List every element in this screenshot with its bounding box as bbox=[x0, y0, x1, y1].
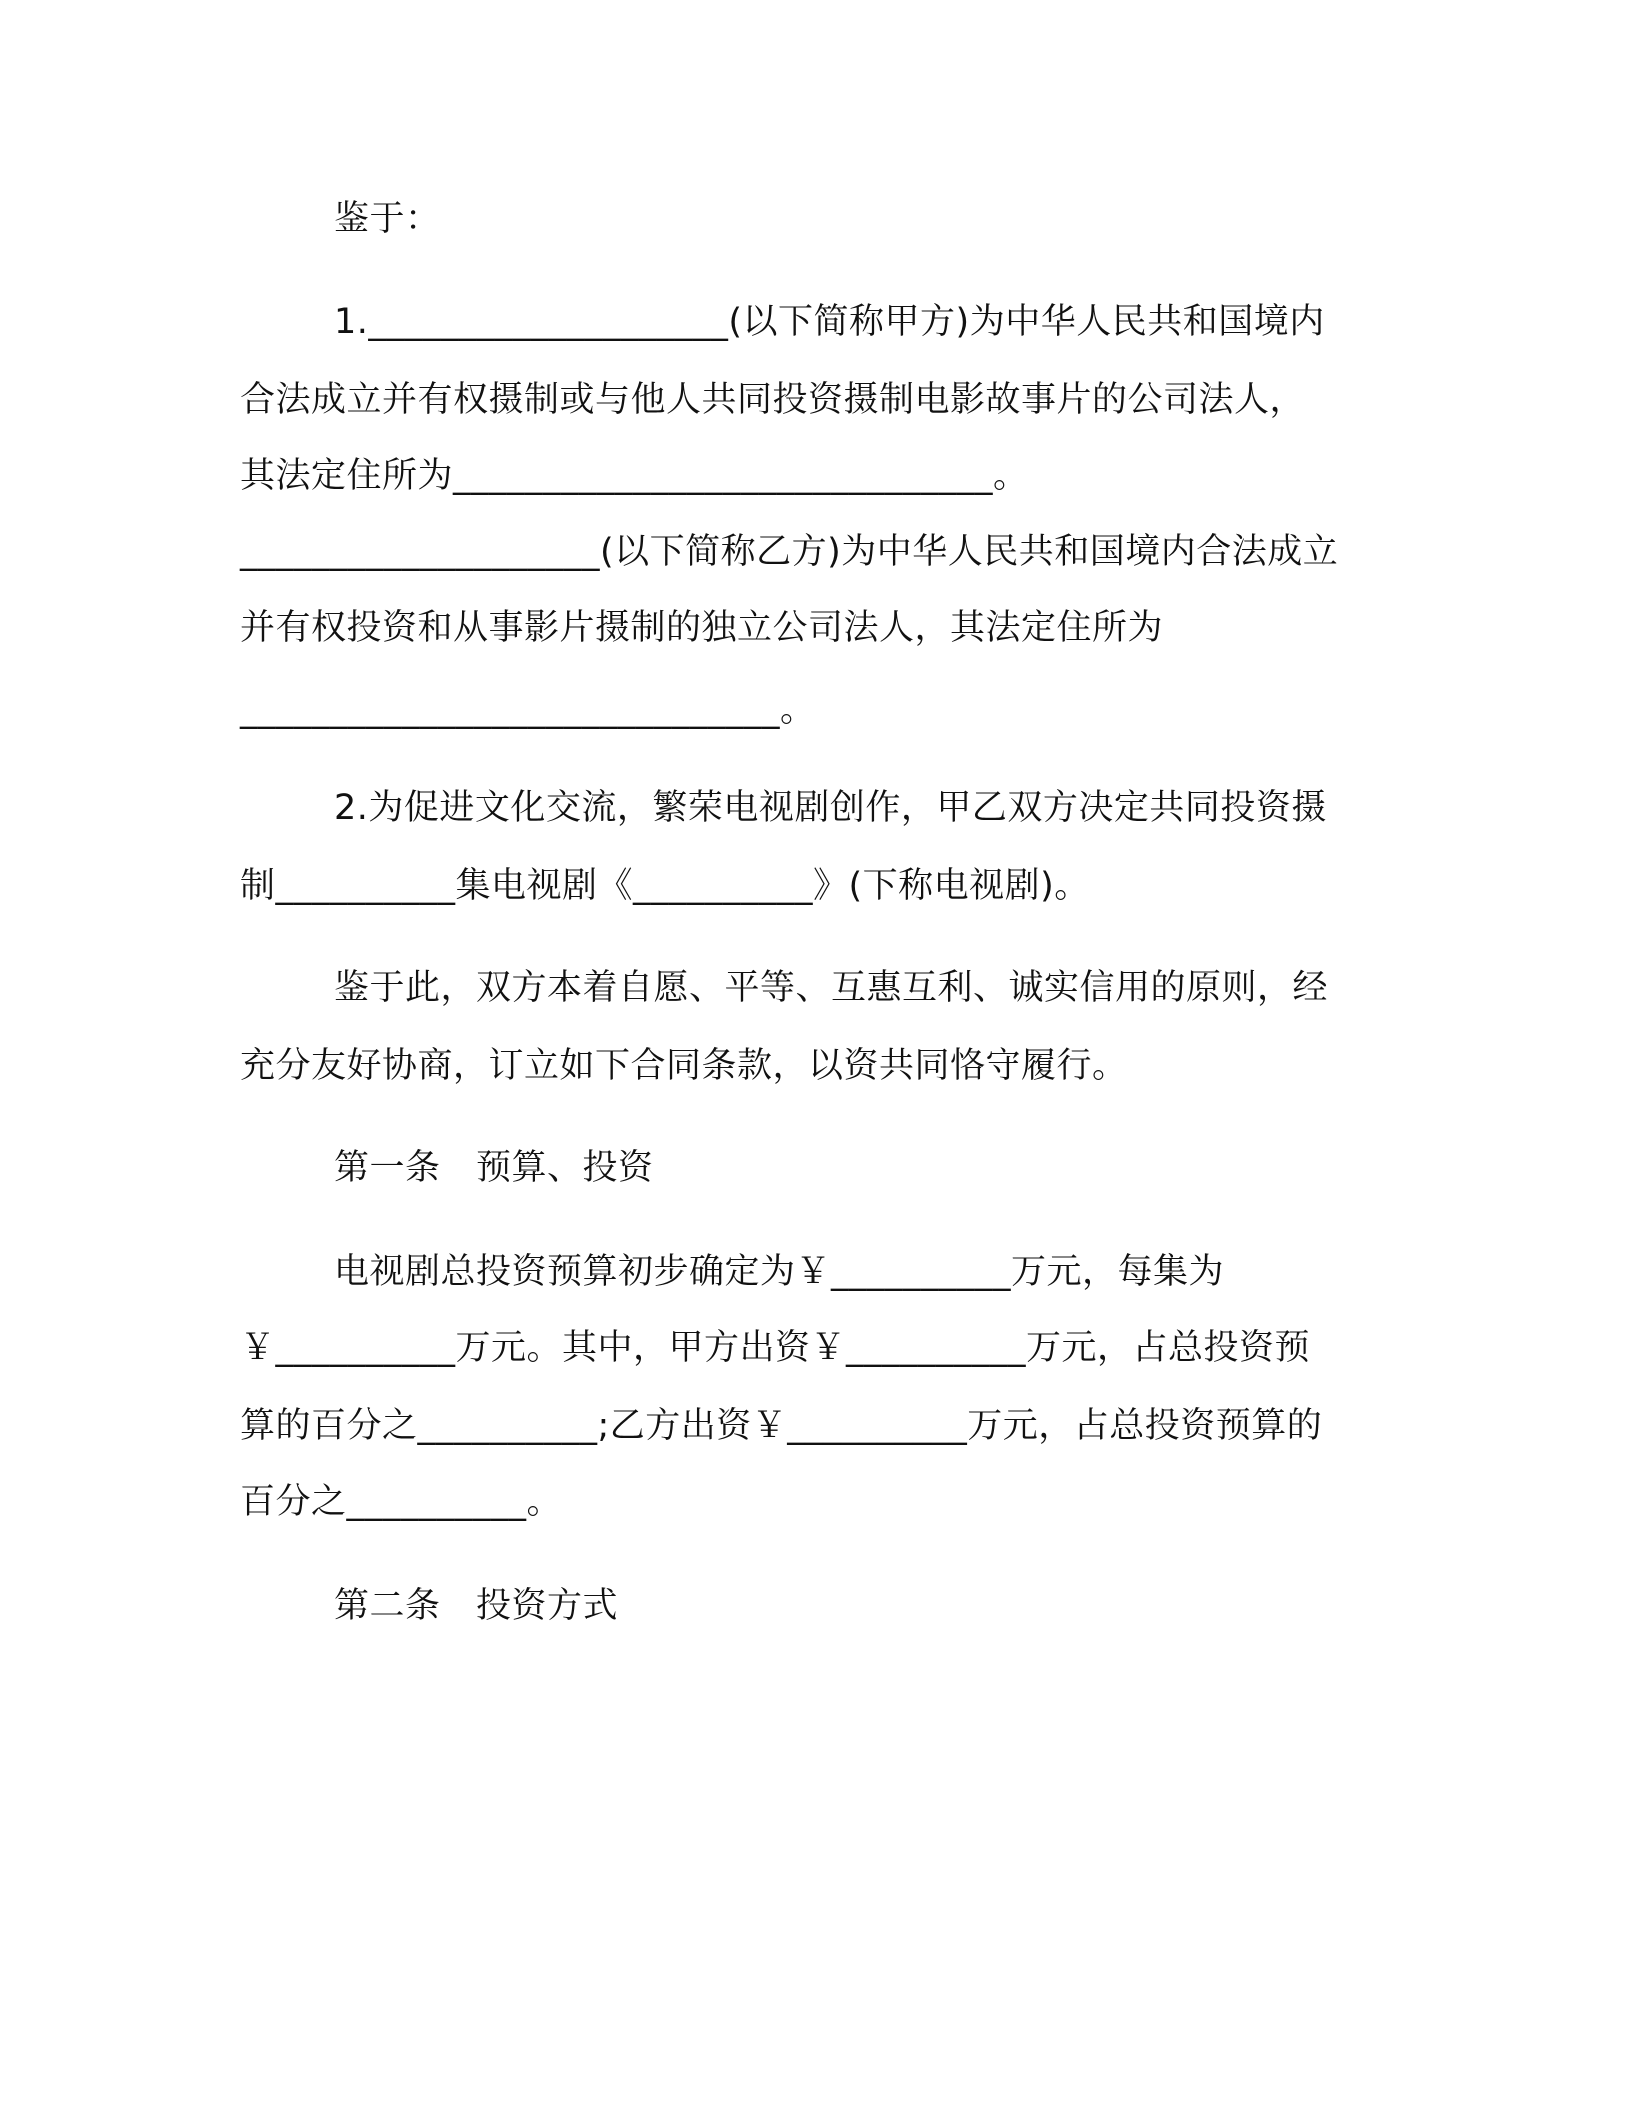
party-b-line-3: ______________________________。 bbox=[240, 690, 816, 730]
purpose-line-1: 2.为促进文化交流，繁荣电视剧创作，甲乙双方决定共同投资摄 bbox=[334, 788, 1327, 828]
budget-line-4: 百分之__________。 bbox=[240, 1482, 563, 1522]
party-b-line-2: 并有权投资和从事影片摄制的独立公司法人，其法定住所为 bbox=[240, 608, 1164, 648]
budget-line-1: 电视剧总投资预算初步确定为￥__________万元，每集为 bbox=[334, 1252, 1225, 1292]
article-one-heading: 第一条 预算、投资 bbox=[334, 1148, 654, 1188]
recital-heading: 鉴于： bbox=[334, 199, 441, 239]
budget-line-3: 算的百分之__________;乙方出资￥__________万元，占总投资预算的 bbox=[240, 1406, 1323, 1446]
party-b-line-1: ____________________(以下简称乙方)为中华人民共和国境内合法成立 bbox=[240, 532, 1339, 572]
principle-line-2: 充分友好协商，订立如下合同条款，以资共同恪守履行。 bbox=[240, 1046, 1128, 1086]
article-two-heading: 第二条 投资方式 bbox=[334, 1586, 619, 1626]
purpose-line-2: 制__________集电视剧《__________》(下称电视剧)。 bbox=[240, 866, 1090, 906]
principle-line-1: 鉴于此，双方本着自愿、平等、互惠互利、诚实信用的原则，经 bbox=[334, 968, 1329, 1008]
party-a-line-2: 合法成立并有权摄制或与他人共同投资摄制电影故事片的公司法人， bbox=[240, 380, 1306, 420]
budget-line-2: ￥__________万元。其中，甲方出资￥__________万元，占总投资预 bbox=[240, 1328, 1311, 1368]
party-a-line-3: 其法定住所为______________________________。 bbox=[240, 456, 1029, 496]
party-a-line-1: 1.____________________(以下简称甲方)为中华人民共和国境内 bbox=[334, 302, 1325, 342]
